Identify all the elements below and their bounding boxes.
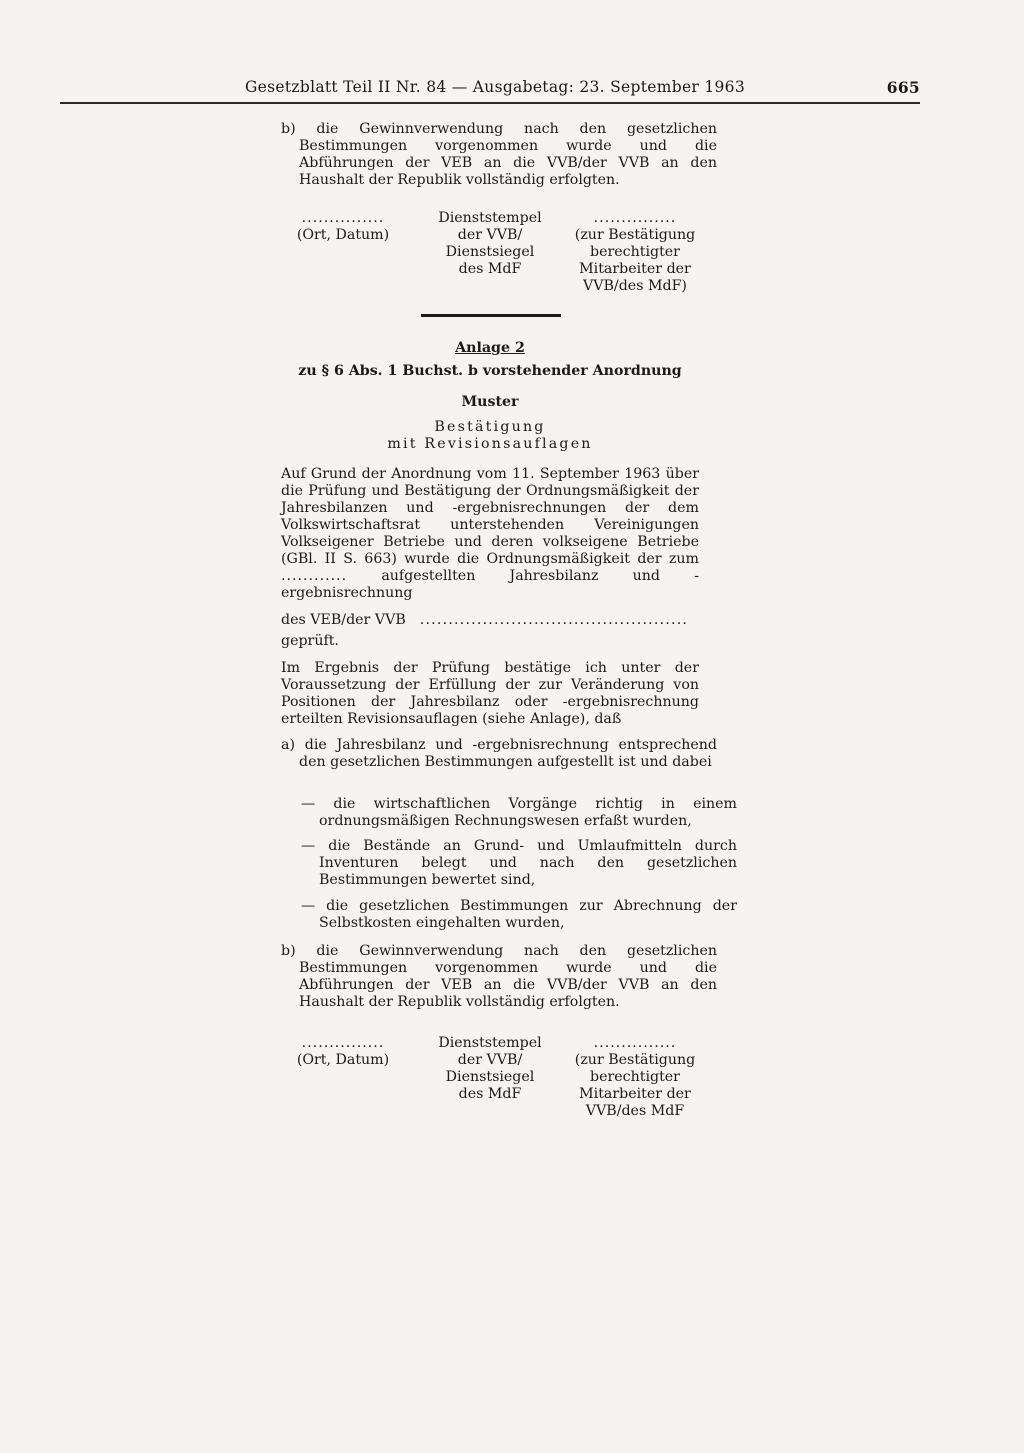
- sig2-right-line: berechtigter: [590, 1069, 680, 1085]
- sig1-right-line: Mitarbeiter der: [579, 261, 691, 277]
- top-item-b: b) die Gewinnverwendung nach den gesetzlichen Bestimmungen vorgenommen wurde und die Abführungen der VEB an die VVB/der VVB an den Haushalt der Republik vollständig erfolgten.: [281, 121, 717, 188]
- p1-continuation: aufgestellten Jahresbilanz und -ergebnisrechnung: [281, 568, 699, 601]
- header-title: Gesetzblatt Teil II Nr. 84 — Ausgabetag: 23. September 1963: [245, 78, 746, 96]
- dash-item-2: — die Bestände an Grund- und Umlaufmitteln durch Inventuren belegt und nach den gesetzlichen Bestimmungen bewertet sind,: [301, 838, 737, 888]
- sig1-right-dots: ...............: [593, 210, 677, 226]
- dash-item-3: — die gesetzlichen Bestimmungen zur Abrechnung der Selbstkosten eingehalten wurden,: [301, 898, 737, 931]
- page-number: 665: [886, 78, 920, 97]
- geprueft: geprüft.: [281, 633, 339, 649]
- item-a: a) die Jahresbilanz und -ergebnisrechnung entsprechend den gesetzlichen Bestimmungen aufgestellt ist und dabei: [281, 737, 717, 770]
- p1-text: Auf Grund der Anordnung vom 11. September 1963 über die Prüfung und Bestätigung der Ordnungsmäßigkeit der Jahresbilanzen und -ergebnisrechnungen der dem Volkswirtschaftsrat unterstehenden Vereinigungen Volkseigener Betriebe und deren volkseigene Betriebe (GBl. II S. 663) wurde die Ordnungsmäßigkeit der zum: [281, 466, 699, 567]
- sig2-left-dots: ...............: [301, 1035, 385, 1051]
- sig2-right-line: Mitarbeiter der: [579, 1086, 691, 1102]
- section-divider: [421, 314, 561, 317]
- sig2-mid-line: der VVB/: [457, 1052, 523, 1068]
- page-header: [60, 78, 920, 104]
- sig2-mid-line: des MdF: [458, 1086, 522, 1102]
- heading-bestaetigung: Bestätigung: [434, 419, 546, 435]
- sig1-place-date: [281, 210, 405, 244]
- sig2-mid-line: Dienststempel: [438, 1035, 542, 1051]
- sig1-stamp: [425, 210, 555, 278]
- sig2-right-line: (zur Bestätigung: [574, 1052, 696, 1068]
- header-rule: [60, 102, 920, 104]
- sig1-left-dots: ...............: [301, 210, 385, 226]
- anlage-subtitle: zu § 6 Abs. 1 Buchst. b vorstehender Anordnung: [298, 363, 682, 379]
- sig2-place-date: [281, 1035, 405, 1069]
- sig2-mid-line: Dienstsiegel: [445, 1069, 535, 1085]
- sig1-right-line: berechtigter: [590, 244, 680, 260]
- sig1-left-label: (Ort, Datum): [296, 227, 390, 243]
- muster-label: Muster: [461, 394, 519, 410]
- anlage-heading: [281, 340, 699, 453]
- sig1-signatory: [568, 210, 702, 295]
- sig1-mid-line: Dienststempel: [438, 210, 542, 226]
- dash-item-1: — die wirtschaftlichen Vorgänge richtig in einem ordnungsmäßigen Rechnungswesen erfaßt wurden,: [301, 796, 737, 829]
- sig2-right-line: VVB/des MdF: [585, 1103, 685, 1119]
- veb-line: [281, 612, 699, 629]
- sig1-right-line: VVB/des MdF): [583, 278, 687, 294]
- heading-revisionsauflagen: mit Revisionsauflagen: [387, 436, 593, 452]
- sig2-stamp: [425, 1035, 555, 1103]
- veb-label: des VEB/der VVB: [281, 612, 406, 628]
- sig2-signatory: [568, 1035, 702, 1120]
- sig2-left-label: (Ort, Datum): [296, 1052, 390, 1068]
- sig1-right-line: (zur Bestätigung: [574, 227, 696, 243]
- body-paragraph-2: Im Ergebnis der Prüfung bestätige ich unter der Voraussetzung der Erfüllung der zur Veränderung von Positionen der Jahresbilanz oder -ergebnisrechnung erteilten Revisionsauflagen (siehe Anlage), daß: [281, 660, 699, 727]
- body-paragraph-1: [281, 466, 699, 602]
- item-b: b) die Gewinnverwendung nach den gesetzlichen Bestimmungen vorgenommen wurde und die Abführungen der VEB an die VVB/der VVB an den Haushalt der Republik vollständig erfolgten.: [281, 943, 717, 1010]
- sig1-mid-line: Dienstsiegel: [445, 244, 535, 260]
- sig2-right-dots: ...............: [593, 1035, 677, 1051]
- sig1-mid-line: des MdF: [458, 261, 522, 277]
- veb-dots: ...............................................: [419, 612, 689, 628]
- p1-dots: ............: [281, 568, 348, 584]
- anlage-title: Anlage 2: [455, 340, 525, 356]
- sig1-mid-line: der VVB/: [457, 227, 523, 243]
